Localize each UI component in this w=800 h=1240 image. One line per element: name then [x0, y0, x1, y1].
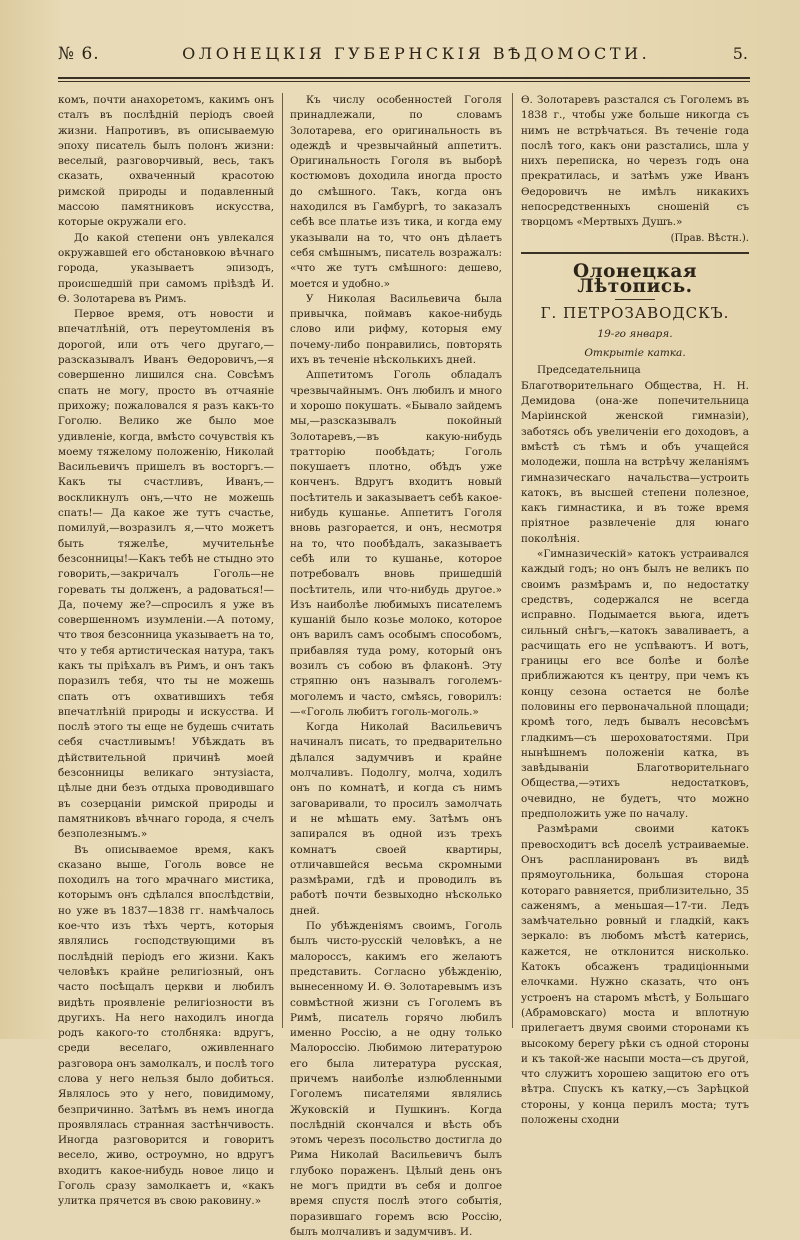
- column-3: [521, 93, 749, 1126]
- source-attribution: (Прав. Вѣстн.).: [670, 232, 749, 244]
- paragraph: До какой степени онъ увлекался окружавшей его обстановкою вѣчнаго города, указываетъ эпизодъ, происшедшій при самомъ пріѣздѣ И. Ѳ. Золотарева въ Римъ.: [58, 231, 274, 305]
- date-line: 19-го января.: [597, 327, 673, 340]
- paragraph: Председательница Благотворительнаго Общества, Н. Н. Демидова (она-же попечительница Маріинской женской гимназіи), заботясь объ увеличеніи его доходовъ, а вмѣстѣ съ тѣмъ и объ учащейся молодежи, пошла на встрѣчу желаніямъ гимназическаго начальства—устроить катокъ, въ высшей степени полезное, какъ гимнастика, и въ тоже время пріятное развлеченіе для юнаго поколѣнія.: [521, 364, 749, 545]
- paragraph: У Николая Васильевича была привычка, поймавъ какое-нибудь слово или рифму, которыя ему почему-либо понравились, повторять ихъ въ теченіе нѣсколькихъ дней.: [290, 292, 502, 367]
- paragraph: Когда Николай Васильевичъ начиналъ писать, то предварительно дѣлался задумчивъ и крайне молчаливъ. Подолгу, молча, ходилъ онъ по комнатѣ, и когда съ нимъ заговаривали, то просилъ замолчать и не мѣшать ему. Затѣмъ онъ запирался въ одной изъ трехъ комнатъ своей квартиры, отличавшейся весьма скромными размѣрами, гдѣ и проводилъ въ работѣ почти безвыходно нѣсколько дней.: [290, 721, 502, 917]
- column-divider: [282, 93, 283, 1028]
- title-underline: [615, 299, 655, 300]
- paragraph: Размѣрами своими катокъ превосходитъ всѣ доселѣ устраиваемые. Онъ распланированъ въ видѣ прямоугольника, большая сторона котораго равняется, приблизительно, 35 саженямъ, а меньшая—17-ти. Ледъ замѣчательно ровный и гладкій, какъ зеркало: въ любомъ мѣстѣ катерись, кажется, не отклонится нисколько. Катокъ обсаженъ традиціонными елочками. Нужно сказать, что онъ устроенъ на старомъ мѣстѣ, у Большаго (Абрамовскаго) моста и вплотную прилегаетъ двумя своими сторонами къ высокому берегу рѣки съ одной стороны и къ такой-же насыпи моста—съ другой, что служитъ хорошею защитою его отъ вѣтра. Спускъ къ катку,—съ Зарѣцкой стороны, у конца перилъ моста; тутъ положены сходни: [521, 823, 749, 1126]
- header-rule: [58, 77, 750, 79]
- city-heading: Г. ПЕТРОЗАВОДСКЪ.: [540, 303, 730, 322]
- paragraph: Въ описываемое время, какъ сказано выше, Гоголь вовсе не походилъ на того мрачнаго мистика, которымъ онъ сдѣлался впослѣдствіи, но уже въ 1837—1838 гг. намѣчалось кое-что изъ тѣхъ чертъ, которыя являлись господствующими въ послѣдній періодъ его жизни. Какъ человѣкъ крайне религіозный, онъ часто посѣщалъ церкви и любилъ видѣть проявленіе религіозности въ другихъ. На него находилъ иногда родъ какого-то столбняка: вдругъ, среди веселаго, оживленнаго разговора онъ замолкалъ, и послѣ того слова у него нельзя было добиться. Являлось это у него, повидимому, безпричинно. Затѣмъ въ немъ иногда проявлялась странная застѣнчивость. Иногда разговорится и говоритъ весело, живо, остроумно, но вдругъ входитъ какое-нибудь новое лицо и Гоголь сразу замолкаетъ и, «какъ улитка прячется въ свою раковину.»: [58, 843, 274, 1208]
- article-subhead: Открытіе катка.: [584, 347, 686, 360]
- section-title: Олонецкая Лѣтопись.: [573, 260, 697, 298]
- paragraph: Первое время, отъ новости и впечатлѣній, отъ переутомленія въ дорогой, или отъ чего другаго,—разсказывалъ Иванъ Ѳедоровичъ,—я совершенно лишился сна. Совсѣмъ спать не могу, просто въ отчаяніе прихожу; пожаловался я разъ какъ-то Гоголю. Велико же было мое удивленіе, когда, вмѣсто сочувствія къ моему тяжелому положенію, Николай Васильевичъ пришелъ въ восторгъ.—Какъ ты счастливъ, Иванъ,— воскликнулъ онъ,—что не можешь спать!— Да какое же тутъ счастье, помилуй,—возразилъ я,—что можетъ быть тяжелѣе, мучительнѣе безсонницы!—Какъ тебѣ не стыдно это говорить,—закричалъ Гоголь—не горевать ты долженъ, а радоваться!—Да, почему же?—спросилъ я уже въ совершенномъ изумленіи.—А потому, что твоя безсонница указываетъ на то, что у тебя артистическая натура, такъ какъ ты пріѣхалъ въ Римъ, и онъ такъ поразилъ тебя, что ты не можешь спать отъ охватившихъ тебя впечатлѣній природы и искусства. И послѣ этого ты еще не будешь считать себя счастливымъ! Убѣждать въ дѣйствительной причинѣ моей безсонницы великаго энтузіаста, цѣлые дни безъ отдыха проводившаго въ созерцаніи римской природы и памятниковъ вѣчнаго города, я счелъ безполезнымъ.»: [58, 308, 274, 841]
- paragraph: Ѳ. Золотаревъ разстался съ Гоголемъ въ 1838 г., чтобы уже больше никогда съ нимъ не встрѣчаться. Въ теченіе года послѣ того, какъ они разстались, шла у нихъ переписка, но черезъ годъ она прекратилась, и затѣмъ уже Иванъ Ѳедоровичъ не имѣлъ никакихъ непосредственныхъ сношеній съ творцомъ «Мертвыхъ Душъ.»: [521, 94, 749, 229]
- header-rule-thin: [58, 81, 750, 82]
- paragraph: «Гимназическій» катокъ устраивался каждый годъ; но онъ былъ не великъ по своимъ размѣрамъ и, по недостатку средствъ, содержался не всегда исправно. Подымается вьюга, идетъ сильный снѣгъ,—катокъ заваливаетъ, а расчищать его не успѣваютъ. И вотъ, границы его все болѣе и болѣе приближаются къ центру, при чемъ къ концу сезона остается не болѣе половины его первоначальной площади; кромѣ того, ледъ бывалъ несовсѣмъ гладкимъ—съ шероховатостями. При нынѣшнемъ положеніи катка, въ завѣдываніи Благотворительнаго Общества,—этихъ недостатковъ, очевидно, не будетъ, что можно предположить уже по началу.: [521, 548, 749, 821]
- paragraph: комъ, почти анахоретомъ, какимъ онъ сталъ въ послѣдній періодъ своей жизни. Напротивъ, въ описываемую эпоху писатель былъ полонъ жизни: веселый, разговорчивый, весь, такъ сказать, охваченный красотою римской природы и подавленный массою памятниковъ искусства, которые окружали его.: [58, 94, 274, 229]
- paragraph: Къ числу особенностей Гоголя принадлежали, по словамъ Золотарева, его оригинальность въ одеждѣ и чрезвычайный аппетитъ. Оригинальность Гоголя въ выборѣ костюмовъ доходила иногда просто до смѣшного. Такъ, когда онъ находился въ Гамбургѣ, то заказалъ себѣ все платье изъ тика, и когда ему указывали на то, что онъ дѣлаетъ себя смѣшнымъ, писатель возражалъ: «что же тутъ смѣшного: дешево, моется и удобно.»: [290, 94, 502, 290]
- column-2: [290, 93, 502, 1238]
- column-divider: [512, 93, 513, 1028]
- paragraph: Аппетитомъ Гоголь обладалъ чрезвычайнымъ. Онъ любилъ и много и хорошо покушать. «Бывало зайдемъ мы,—разсказывалъ покойный Золотаревъ,—въ какую-нибудь тратторію пообѣдать; Гоголь покушаетъ плотно, обѣдъ уже конченъ. Вдругъ входитъ новый посѣтитель и заказываетъ себѣ какое-нибудь кушанье. Аппетитъ Гоголя вновь разгорается, и онъ, несмотря на то, что пообѣдалъ, заказываетъ себѣ или то кушанье, которое потребовалъ вновь пришедшій посѣтитель, или что-нибудь другое.» Изъ наиболѣе любимыхъ писателемъ кушаній было козье молоко, которое онъ варилъ самъ особымъ способомъ, прибавляя туда рому, который онъ возилъ съ собою въ флаконѣ. Эту стряпню онъ называлъ гоголемъ-моголемъ и часто, смѣясь, говорилъ:—«Гоголь любитъ гоголь-моголь.»: [290, 369, 502, 718]
- column-1: [58, 93, 274, 1208]
- issue-number: № 6.: [58, 44, 100, 64]
- section-rule: [521, 252, 749, 254]
- paragraph: По убѣжденіямъ своимъ, Гоголь былъ чисто-русскій человѣкъ, а не малороссъ, какимъ его желаютъ представить. Согласно убѣжденію, вынесенному И. Ѳ. Золотаревымъ изъ совмѣстной жизни съ Гоголемъ въ Римѣ, писатель горячо любилъ именно Россію, а не одну только Малороссію. Любимою литературою его была литература русская, причемъ наиболѣе излюбленными Гоголемъ писателями являлись Жуковскій и Пушкинъ. Когда послѣдній скончался и вѣсть объ этомъ черезъ посольство достигла до Рима Николай Васильевичъ былъ глубоко пораженъ. Цѣлый день онъ не могъ придти въ себя и долгое время спустя послѣ этого событія, поразившаго горемъ всю Россію, былъ молчаливъ и задумчивъ. И.: [290, 920, 502, 1238]
- page-header: [58, 44, 748, 74]
- page-number: 5.: [732, 44, 748, 63]
- newspaper-title: ОЛОНЕЦКІЯ ГУБЕРНСКІЯ ВѢДОМОСТИ.: [182, 44, 651, 63]
